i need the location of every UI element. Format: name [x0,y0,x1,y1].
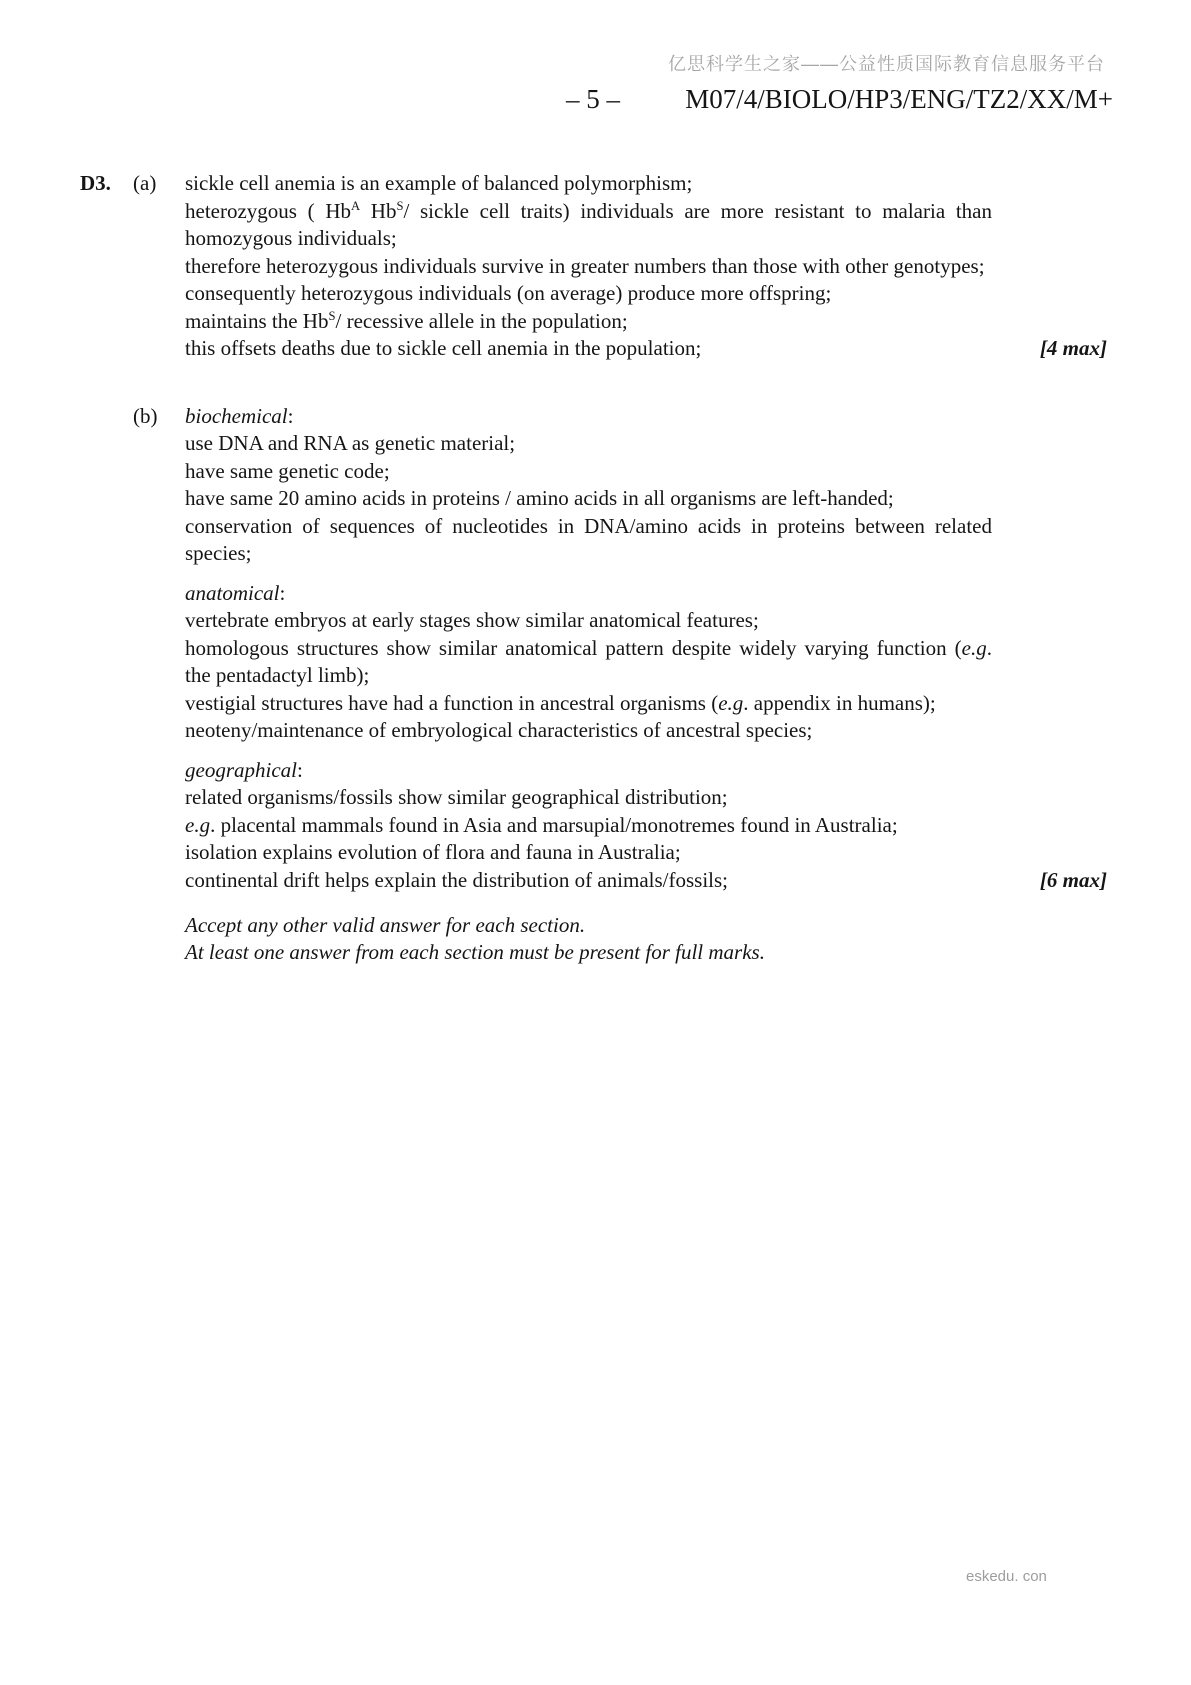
part-b-points [185,403,1107,967]
marking-point: vertebrate embryos at early stages show similar anatomical features; [185,608,759,632]
examiner-note: At least one answer from each section must be present for full marks. [185,940,765,964]
question-number: D3. [80,171,111,195]
marking-point: have same genetic code; [185,458,390,483]
marking-point: homologous structures show similar anatomical pattern despite widely varying function (e.g. the pentadactyl limb); [185,635,992,687]
marking-point: vestigial structures have had a function in ancestral organisms (e.g. appendix in humans); [185,690,936,715]
section-heading: anatomical: [185,580,286,605]
max-marks-b: [6 max] [1039,867,1107,892]
part-label-a: (a) [133,171,157,195]
marking-point: this offsets deaths due to sickle cell anemia in the population; [185,336,702,360]
marking-point: heterozygous ( $Hb^A$ $Hb^S/$ sickle cell traits) individuals are more resistant to malaria than homozygous individuals; [185,198,992,250]
max-marks-a: [4 max] [1039,336,1107,360]
header-watermark-text: 亿思科学生之家——公益性质国际教育信息服务平台 [668,54,1105,74]
markscheme-content [80,170,1107,966]
part-a-points [185,170,992,363]
page-number: – 5 – [566,84,620,114]
marking-point: have same 20 amino acids in proteins / amino acids in all organisms are left-handed; [185,486,894,510]
marking-point: related organisms/fossils show similar geographical distribution; [185,785,728,809]
part-label-b: (b) [133,403,158,428]
section-geographical [185,757,1107,895]
marking-point: continental drift helps explain the distribution of animals/fossils; [185,867,728,892]
section-heading: biochemical: [185,403,294,428]
paper-code: M07/4/BIOLO/HP3/ENG/TZ2/XX/M+ [685,84,1113,114]
section-heading: geographical: [185,757,303,782]
marking-point: conservation of sequences of nucleotides in DNA/amino acids in proteins between related species; [185,513,992,565]
section-biochemical [185,403,992,568]
marking-point: neoteny/maintenance of embryological characteristics of ancestral species; [185,718,813,742]
marking-point: sickle cell anemia is an example of balanced polymorphism; [185,171,693,195]
marking-point: isolation explains evolution of flora and fauna in Australia; [185,840,681,864]
marking-point: use DNA and RNA as genetic material; [185,431,516,455]
marking-point: e.g. placental mammals found in Asia and marsupial/monotremes found in Australia; [185,812,898,837]
examiner-note: Accept any other valid answer for each section. [185,913,586,937]
marking-point: consequently heterozygous individuals (on average) produce more offspring; [185,281,832,305]
question-part-a [80,170,1107,363]
question-part-b [80,403,1107,967]
footer-watermark-text: eskedu. con [966,1568,1047,1585]
marking-point: therefore heterozygous individuals survive in greater numbers than those with other genotypes; [185,253,985,278]
section-anatomical [185,580,992,745]
examiner-notes [185,912,992,966]
marking-point: maintains the $Hb^S/$ recessive allele in the population; [185,308,628,333]
